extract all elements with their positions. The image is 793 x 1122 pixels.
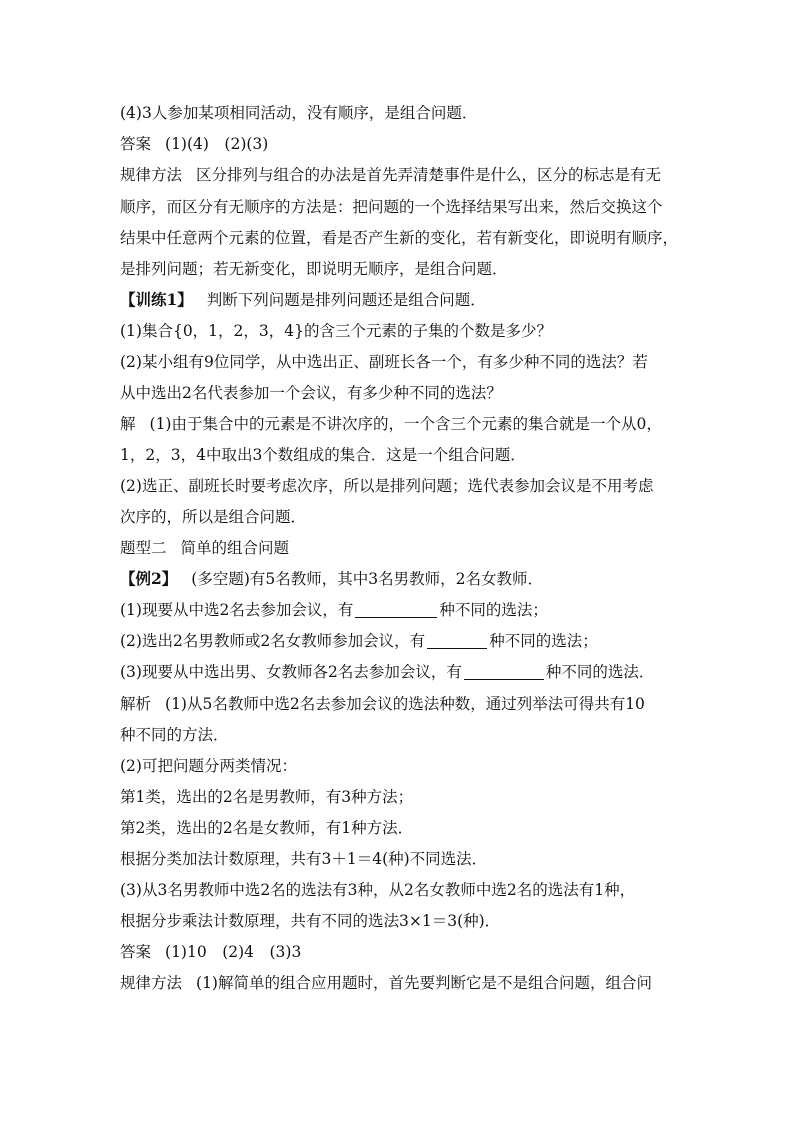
text-line: (1)集合{0，1，2，3，4}的含三个元素的子集的个数是多少？	[120, 322, 552, 340]
analysis-line: 解析 (1)从5名教师中选2名去参加会议的选法种数，通过列举法可得共有10	[120, 695, 645, 713]
text-line: (2)可把问题分两类情况：	[120, 757, 297, 775]
question-line: (2)选出2名男教师或2名女教师参加会议，有 种不同的选法；	[120, 632, 598, 650]
solution-label: 解	[120, 415, 136, 433]
section-label: 题型二	[120, 539, 167, 557]
answer-blank[interactable]	[427, 630, 487, 649]
text-line: (3)从3名男教师中选2名的选法有3种，从2名女教师中选2名的选法有1种，	[120, 881, 636, 899]
text-line: 顺序，而区分有无顺序的方法是：把问题的一个选择结果写出来，然后交换这个	[120, 198, 663, 216]
question-line: (3)现要从中选出男、女教师各2名去参加会议，有 种不同的选法．	[120, 663, 655, 681]
text-line: 从中选出2名代表参加一个会议，有多少种不同的选法？	[120, 384, 502, 402]
method-line: 规律方法 区分排列与组合的办法是首先弄清楚事件是什么，区分的标志是有无	[120, 166, 662, 184]
method-label: 规律方法	[120, 166, 183, 184]
exercise-heading: 【训练1】 判断下列问题是排列问题还是组合问题．	[120, 290, 486, 309]
answer-label: 答案	[120, 135, 152, 153]
text-line: (2)选正、副班长时要考虑次序，所以是排列问题；选代表参加会议是不用考虑	[120, 477, 654, 495]
text-line: 第2类，选出的2名是女教师，有1种方法．	[120, 819, 414, 837]
answer-blank[interactable]	[355, 599, 437, 618]
example-label: 【例2】	[120, 569, 178, 588]
text-line: 根据分步乘法计数原理，共有不同的选法3×1＝3(种)．	[120, 912, 501, 930]
analysis-label: 解析	[120, 695, 152, 713]
method-line: 规律方法 (1)解简单的组合应用题时，首先要判断它是不是组合问题，组合问	[120, 974, 652, 992]
text-line: 次序的，所以是组合问题．	[120, 508, 307, 526]
text-line: 第1类，选出的2名是男教师，有3种方法；	[120, 788, 414, 806]
question-line: (1)现要从中选2名去参加会议，有 种不同的选法；	[120, 601, 548, 619]
example-heading: 【例2】 (多空题)有5名教师，其中3名男教师，2名女教师．	[120, 569, 543, 588]
text-line: (4)3人参加某项相同活动，没有顺序，是组合问题．	[120, 104, 478, 122]
text-line: 种不同的方法．	[120, 726, 229, 744]
answer-blank[interactable]	[464, 661, 544, 680]
text-line: 根据分类加法计数原理，共有3＋1＝4(种)不同选法．	[120, 850, 488, 868]
text-line: 是排列问题；若无新变化，即说明无顺序，是组合问题．	[120, 260, 508, 278]
answer-line: 答案 (1)10 (2)4 (3)3	[120, 943, 302, 961]
exercise-label: 【训练1】	[120, 290, 193, 309]
method-label: 规律方法	[120, 974, 183, 992]
solution-line: 解 (1)由于集合中的元素是不讲次序的，一个含三个元素的集合就是一个从0，	[120, 415, 662, 433]
text-line: 1，2，3，4中取出3个数组成的集合．这是一个组合问题．	[120, 446, 526, 464]
text-line: 结果中任意两个元素的位置，看是否产生新的变化，若有新变化，即说明有顺序，	[120, 229, 679, 247]
text-line: (2)某小组有9位同学，从中选出正、副班长各一个，有多少种不同的选法？若	[120, 353, 648, 371]
section-heading: 题型二 简单的组合问题	[120, 539, 290, 557]
answer-label: 答案	[120, 943, 152, 961]
answer-line: 答案 (1)(4) (2)(3)	[120, 135, 269, 153]
